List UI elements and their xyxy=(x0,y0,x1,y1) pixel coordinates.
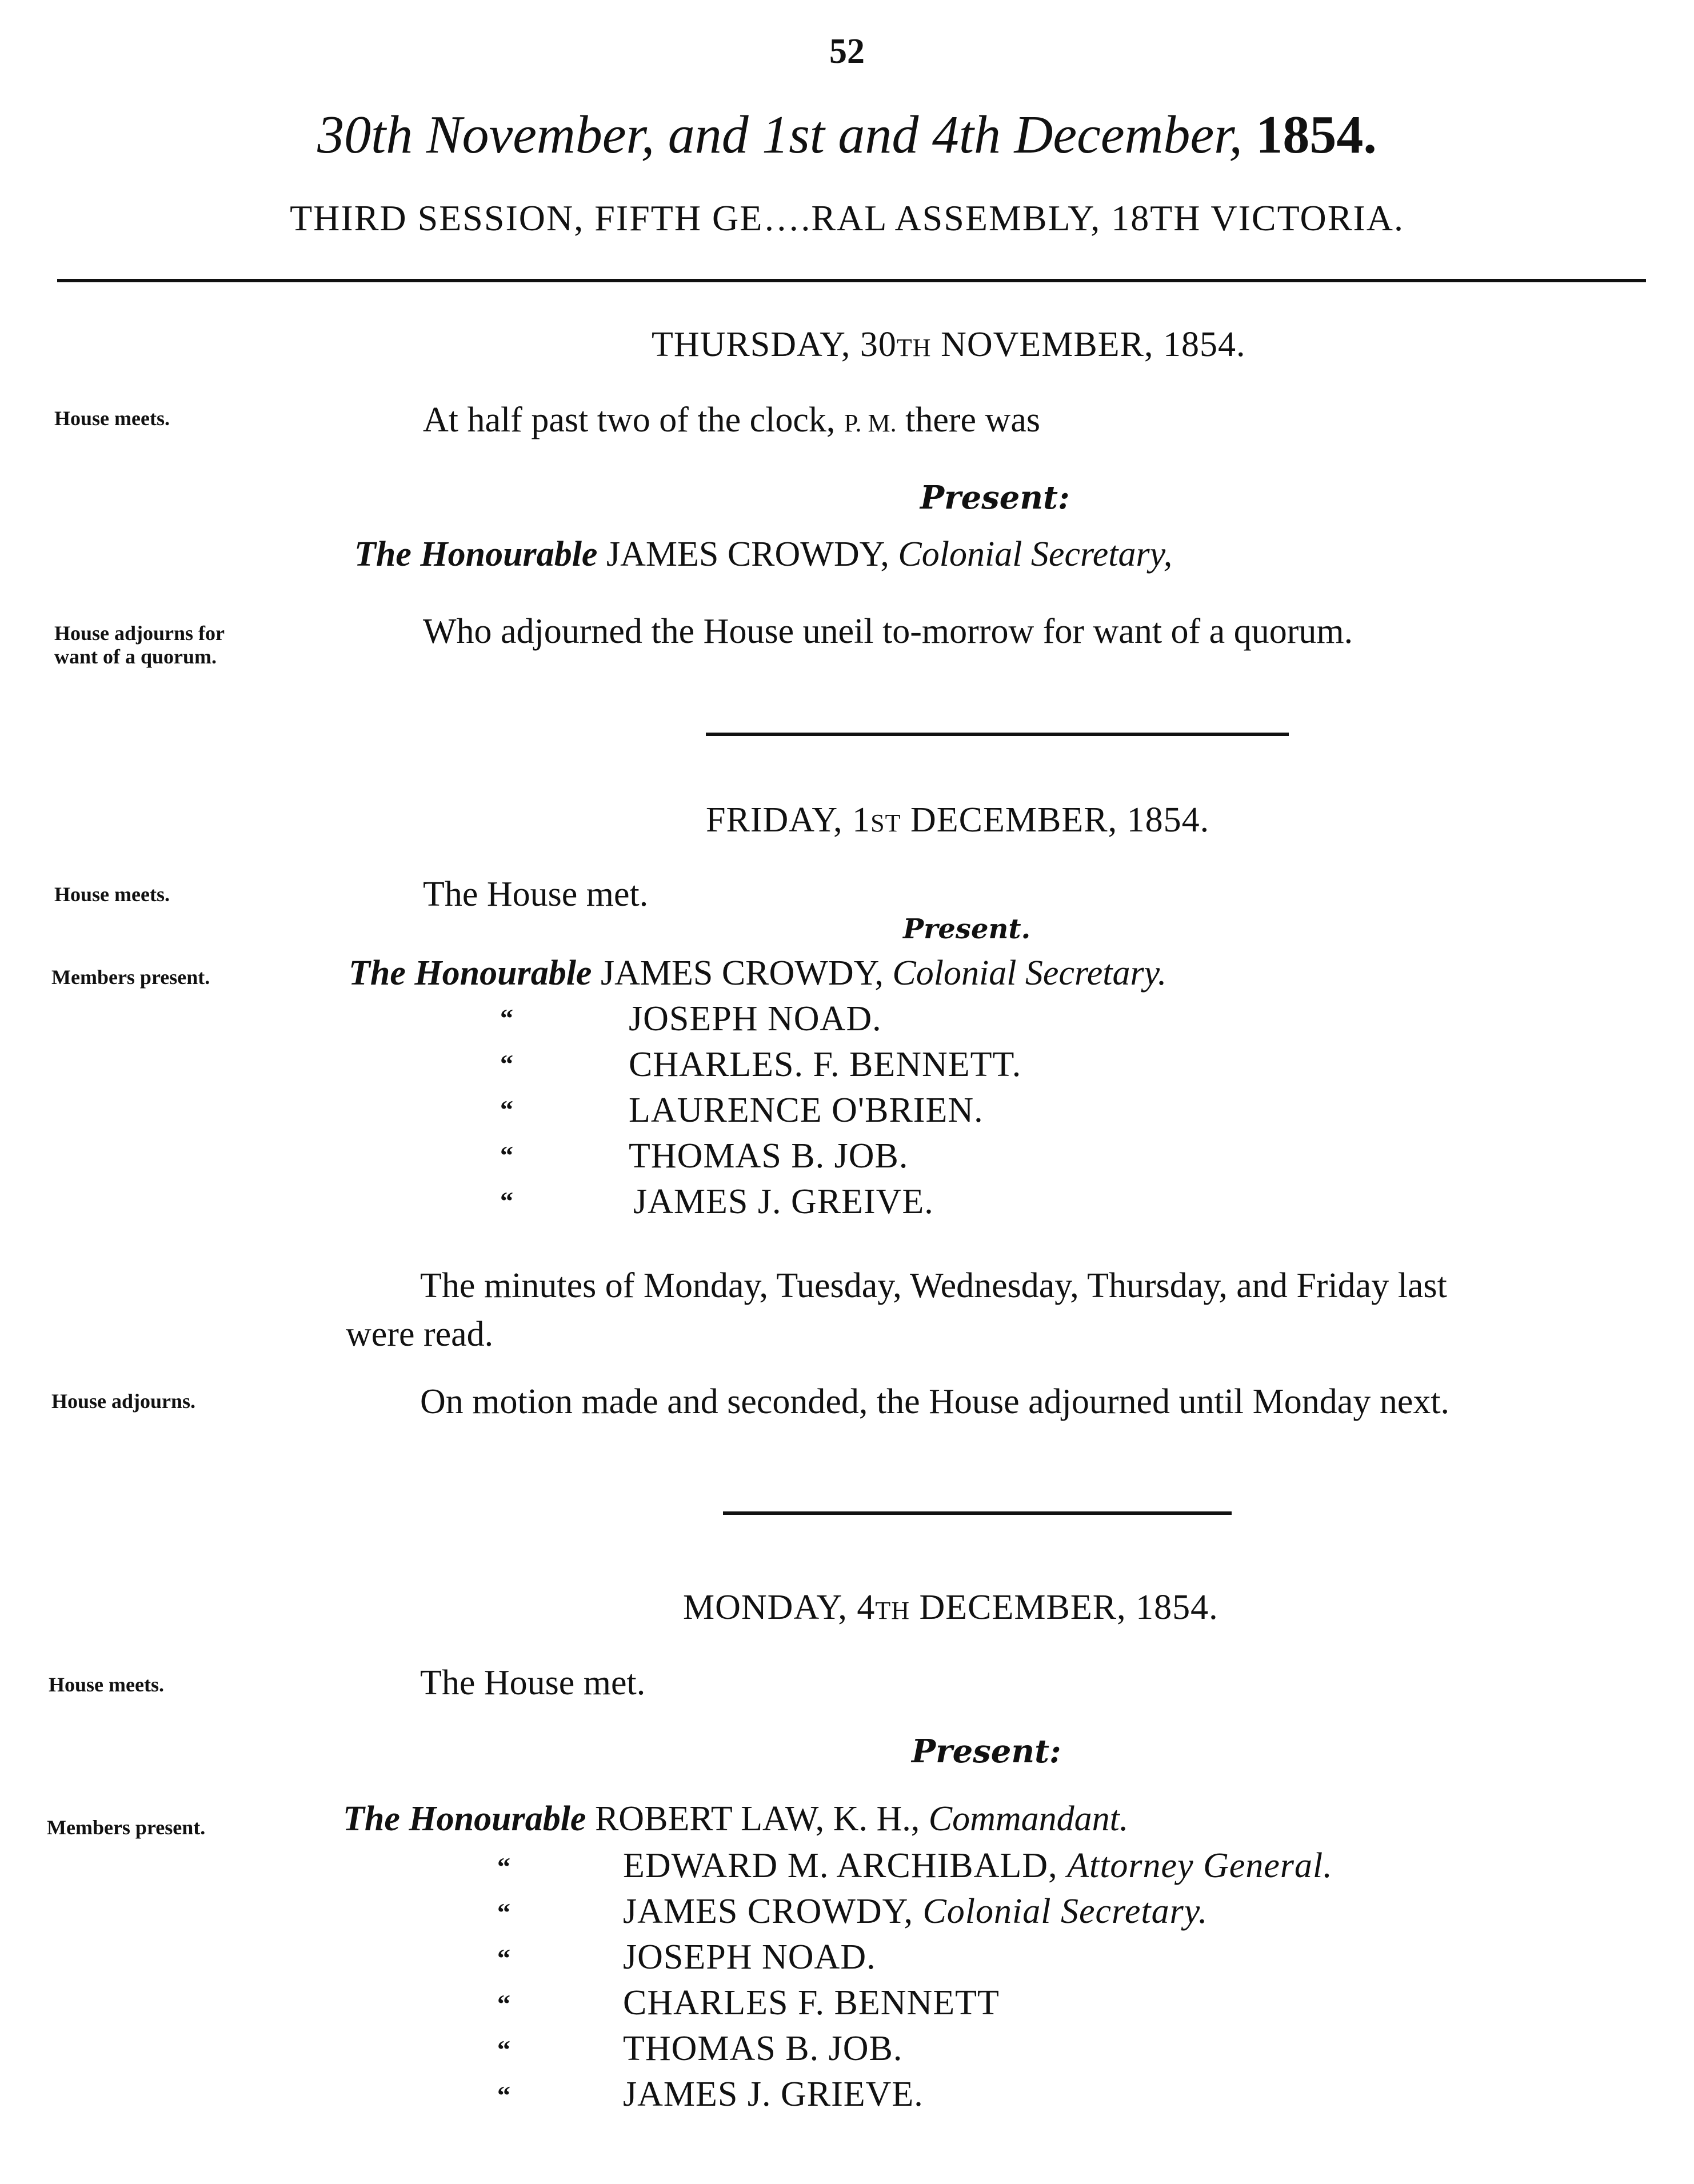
monday-member-title: Colonial Secretary. xyxy=(922,1892,1208,1931)
monday-member xyxy=(623,1846,1333,1886)
monday-member-ditto: “ xyxy=(497,1989,510,2018)
header-date-italic: 30th November, and 1st and 4th December, xyxy=(317,105,1256,165)
friday-margin-members: Members present. xyxy=(51,966,210,989)
friday-member-name: LAURENCE O'BRIEN. xyxy=(629,1091,984,1130)
thursday-margin-adjourn-line-2: want of a quorum. xyxy=(54,645,217,669)
monday-meets-line: The House met. xyxy=(420,1663,646,1702)
monday-present: Present: xyxy=(912,1733,1061,1770)
monday-member-ditto: “ xyxy=(497,1943,510,1973)
friday-member-ditto: “ xyxy=(500,1049,513,1078)
header-session: THIRD SESSION, FIFTH GE….RAL ASSEMBLY, 18TH VICTORIA. xyxy=(290,198,1404,238)
friday-heading-pre: FRIDAY, 1 xyxy=(706,801,871,839)
thursday-member-name: JAMES CROWDY, xyxy=(597,535,898,574)
thursday-margin-adjourn-line-1: House adjourns for xyxy=(54,622,225,645)
friday-member-ditto: “ xyxy=(500,1003,513,1033)
monday-lead-member xyxy=(343,1799,1128,1839)
monday-heading xyxy=(683,1587,1218,1628)
thursday-member xyxy=(354,534,1172,575)
friday-minutes-line-2: were read. xyxy=(346,1315,494,1354)
header-date xyxy=(0,104,1694,166)
thursday-margin-adjourn xyxy=(54,622,225,669)
friday-lead-honour: The Honourable xyxy=(349,954,592,993)
monday-member-name: JAMES J. GRIEVE. xyxy=(623,2075,924,2114)
friday-member-name: THOMAS B. JOB. xyxy=(629,1137,909,1175)
monday-lead-title: Commandant. xyxy=(928,1799,1129,1838)
monday-member-name: THOMAS B. JOB. xyxy=(623,2029,903,2068)
friday-rule xyxy=(723,1511,1232,1515)
monday-member-ditto: “ xyxy=(497,2035,510,2064)
monday-member-name: JAMES CROWDY, xyxy=(623,1892,923,1931)
thursday-heading-post: NOVEMBER, 1854. xyxy=(931,325,1246,364)
page-number: 52 xyxy=(829,32,865,71)
friday-member-ditto: “ xyxy=(500,1141,513,1170)
monday-member-name: CHARLES F. BENNETT xyxy=(623,1983,1000,2022)
header-date-year: 1854. xyxy=(1256,105,1377,165)
monday-member-ditto: “ xyxy=(497,1852,510,1881)
monday-margin-members: Members present. xyxy=(47,1816,206,1839)
thursday-heading-sup: TH xyxy=(896,334,932,362)
thursday-margin-meets: House meets. xyxy=(54,407,170,430)
friday-heading-sup: ST xyxy=(870,809,901,837)
monday-member xyxy=(623,1891,1208,1932)
monday-lead-name: ROBERT LAW, K. H., xyxy=(586,1799,929,1838)
thursday-present: Present: xyxy=(920,479,1070,517)
thursday-heading-pre: THURSDAY, 30 xyxy=(652,325,897,364)
monday-member-title: Attorney General. xyxy=(1067,1846,1333,1885)
friday-heading-post: DECEMBER, 1854. xyxy=(901,801,1210,839)
thursday-meets-line xyxy=(423,400,1040,441)
monday-member-ditto: “ xyxy=(497,1898,510,1927)
thursday-adjourn-line: Who adjourned the House uneil to-morrow for want of a quorum. xyxy=(423,612,1353,651)
friday-member-name: JOSEPH NOAD. xyxy=(629,999,882,1038)
friday-member-ditto: “ xyxy=(500,1095,513,1124)
friday-member-name: JAMES J. GREIVE. xyxy=(633,1182,934,1221)
friday-adjourn-line: On motion made and seconded, the House adjourned until Monday next. xyxy=(420,1382,1450,1421)
friday-lead-title: Colonial Secretary. xyxy=(892,954,1167,993)
monday-member-name: JOSEPH NOAD. xyxy=(623,1938,876,1977)
friday-member-ditto: “ xyxy=(500,1186,513,1215)
monday-heading-pre: MONDAY, 4 xyxy=(683,1588,876,1627)
friday-member-name: CHARLES. F. BENNETT. xyxy=(629,1045,1022,1084)
friday-present: Present. xyxy=(903,913,1031,945)
friday-lead-member xyxy=(349,953,1166,994)
friday-meets-line: The House met. xyxy=(423,875,649,914)
thursday-meets-pre: At half past two of the clock, xyxy=(423,401,844,439)
thursday-heading xyxy=(652,325,1245,365)
monday-heading-post: DECEMBER, 1854. xyxy=(909,1588,1218,1627)
monday-lead-honour: The Honourable xyxy=(343,1799,586,1838)
thursday-member-title: Colonial Secretary, xyxy=(898,535,1173,574)
friday-lead-name: JAMES CROWDY, xyxy=(592,954,893,993)
monday-margin-meets: House meets. xyxy=(49,1673,164,1696)
monday-member-name: EDWARD M. ARCHIBALD, xyxy=(623,1846,1068,1885)
header-rule xyxy=(57,279,1646,282)
monday-heading-sup: TH xyxy=(875,1597,910,1625)
monday-member-ditto: “ xyxy=(497,2081,510,2110)
friday-margin-meets: House meets. xyxy=(54,883,170,906)
thursday-rule xyxy=(706,733,1289,736)
friday-minutes-line-1: The minutes of Monday, Tuesday, Wednesday, Thursday, and Friday last xyxy=(420,1266,1447,1305)
thursday-member-honour: The Honourable xyxy=(354,535,598,574)
thursday-meets-pm: P. M. xyxy=(844,409,897,437)
friday-margin-adjourn: House adjourns. xyxy=(51,1390,196,1413)
friday-heading xyxy=(706,800,1209,841)
thursday-meets-post: there was xyxy=(896,401,1040,439)
